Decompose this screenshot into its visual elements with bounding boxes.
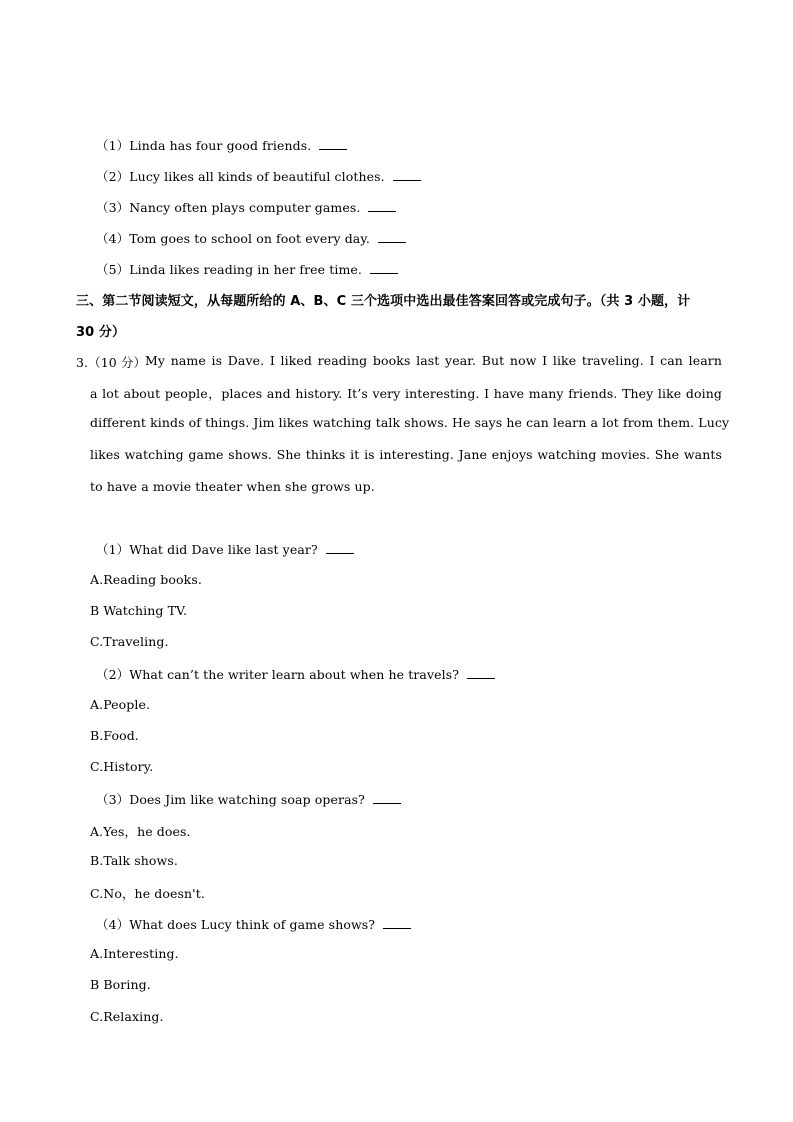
passage-line-4: likes watching game shows. She thinks it is interesting. Jane enjoys watching movies. She wants [90,447,722,462]
tf-num: （2） [96,169,130,184]
question-text: （3）Does Jim like watching soap operas? [96,792,365,807]
section-heading: 三、第二节阅读短文，从每题所给的 A、B、C 三个选项中选出最佳答案回答或完成句子。（共 3 小题，计 [76,294,691,309]
tf-text: Tom goes to school on foot every day. [129,231,370,246]
answer-blank[interactable] [393,170,421,181]
question-text: （2）What can’t the writer learn about when he travels? [96,667,460,682]
section-heading-cont: 30 分） [76,325,126,340]
tf-text: Linda likes reading in her free time. [129,262,362,277]
tf-item-3 [96,198,396,216]
option-4b[interactable]: B Boring. [90,977,151,992]
option-4c[interactable]: C.Relaxing. [90,1009,164,1024]
question-stem-2 [96,665,495,683]
answer-blank[interactable] [383,918,411,929]
tf-item-1 [96,136,347,154]
tf-text: Lucy likes all kinds of beautiful clothes. [129,169,385,184]
question-stem-3 [96,790,401,808]
question-text: （4）What does Lucy think of game shows? [96,917,376,932]
option-1c[interactable]: C.Traveling. [90,634,169,649]
tf-num: （4） [96,231,130,246]
answer-blank[interactable] [368,201,396,212]
answer-blank[interactable] [378,232,406,243]
question-number: 3.（10 分） [76,355,147,370]
option-2a[interactable]: A.People. [90,697,151,712]
option-2b[interactable]: B.Food. [90,728,139,743]
answer-blank[interactable] [326,543,354,554]
option-3b[interactable]: B.Talk shows. [90,853,178,868]
tf-item-4 [96,229,406,247]
answer-blank[interactable] [319,139,347,150]
tf-num: （5） [96,262,130,277]
tf-num: （3） [96,200,130,215]
passage-line-2: a lot about people，places and history. It’s very interesting. I have many friends. They like doing [90,386,722,401]
answer-blank[interactable] [467,668,495,679]
passage-line-5: to have a movie theater when she grows up. [90,479,375,494]
option-3a[interactable]: A.Yes，he does. [90,824,191,839]
tf-item-2 [96,167,421,185]
passage-line-1: My name is Dave. I liked reading books last year. But now I like traveling. I can learn [145,353,722,368]
passage-line-3: different kinds of things. Jim likes watching talk shows. He says he can learn a lot from them. Lucy [90,415,730,430]
option-1b[interactable]: B Watching TV. [90,603,188,618]
answer-blank[interactable] [373,793,401,804]
question-text: （1）What did Dave like last year? [96,542,318,557]
option-3c[interactable]: C.No，he doesn't. [90,886,205,901]
option-2c[interactable]: C.History. [90,759,154,774]
tf-text: Linda has four good friends. [129,138,312,153]
tf-num: （1） [96,138,130,153]
tf-item-5 [96,260,398,278]
question-stem-1 [96,540,354,558]
answer-blank[interactable] [370,263,398,274]
option-4a[interactable]: A.Interesting. [90,946,179,961]
question-stem-4 [96,915,411,933]
tf-text: Nancy often plays computer games. [129,200,361,215]
option-1a[interactable]: A.Reading books. [90,572,202,587]
